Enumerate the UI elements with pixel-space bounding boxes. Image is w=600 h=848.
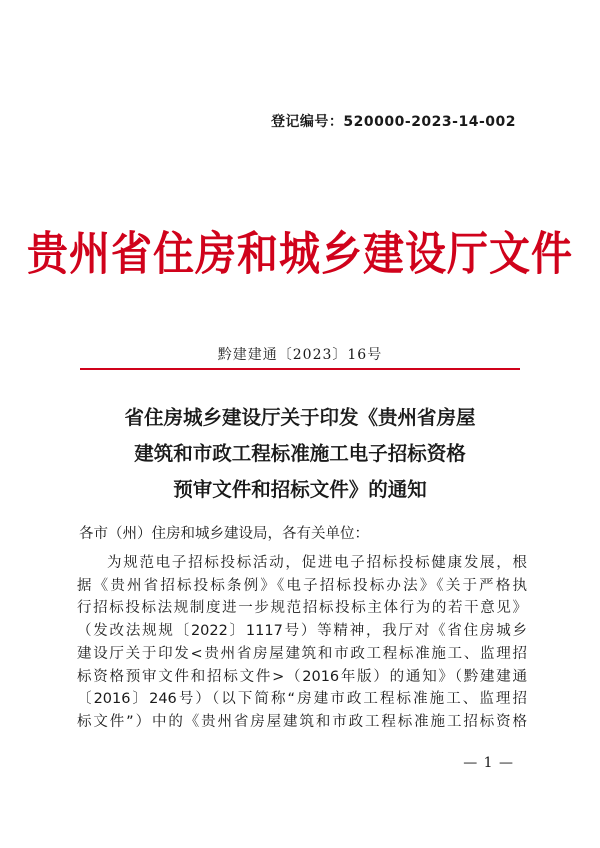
- red-divider: [80, 368, 520, 370]
- salutation: 各市（州）住房和城乡建设局，各有关单位：: [79, 526, 369, 542]
- registration-number: 登记编号：520000-2023-14-002: [270, 114, 516, 130]
- body-line: 标资格预审文件和招标文件>（2016年版）的通知》（黔建建通: [77, 668, 527, 685]
- body-line: 建设厅关于印发<贵州省房屋建筑和市政工程标准施工、监理招: [77, 645, 527, 662]
- body-line: （发改法规规〔2022〕1117号）等精神，我厅对《省住房城乡: [77, 623, 527, 640]
- body-line: 据《贵州省招标投标条例》《电子招标投标办法》《关于严格执: [77, 577, 527, 594]
- title-line: 省住房城乡建设厅关于印发《贵州省房屋: [124, 406, 476, 429]
- title-line: 建筑和市政工程标准施工电子招标资格: [134, 442, 466, 465]
- page-number: — 1 —: [463, 755, 514, 771]
- document-number: 黔建建通〔2023〕16号: [217, 347, 383, 363]
- document-title: [0, 400, 600, 508]
- body-line: 为规范电子招标投标活动，促进电子招标投标健康发展，根: [107, 555, 527, 571]
- body-line: 〔2016〕246号）（以下简称“房建市政工程标准施工、监理招: [77, 691, 527, 708]
- issuer-header: 贵州省住房和城乡建设厅文件: [27, 227, 573, 281]
- body-text: [77, 552, 527, 734]
- title-line: 预审文件和招标文件》的通知: [173, 478, 427, 501]
- body-line: 标文件”）中的《贵州省房屋建筑和市政工程标准施工招标资格: [77, 713, 527, 730]
- body-line: 行招标投标法规制度进一步规范招标投标主体行为的若干意见》: [77, 600, 527, 617]
